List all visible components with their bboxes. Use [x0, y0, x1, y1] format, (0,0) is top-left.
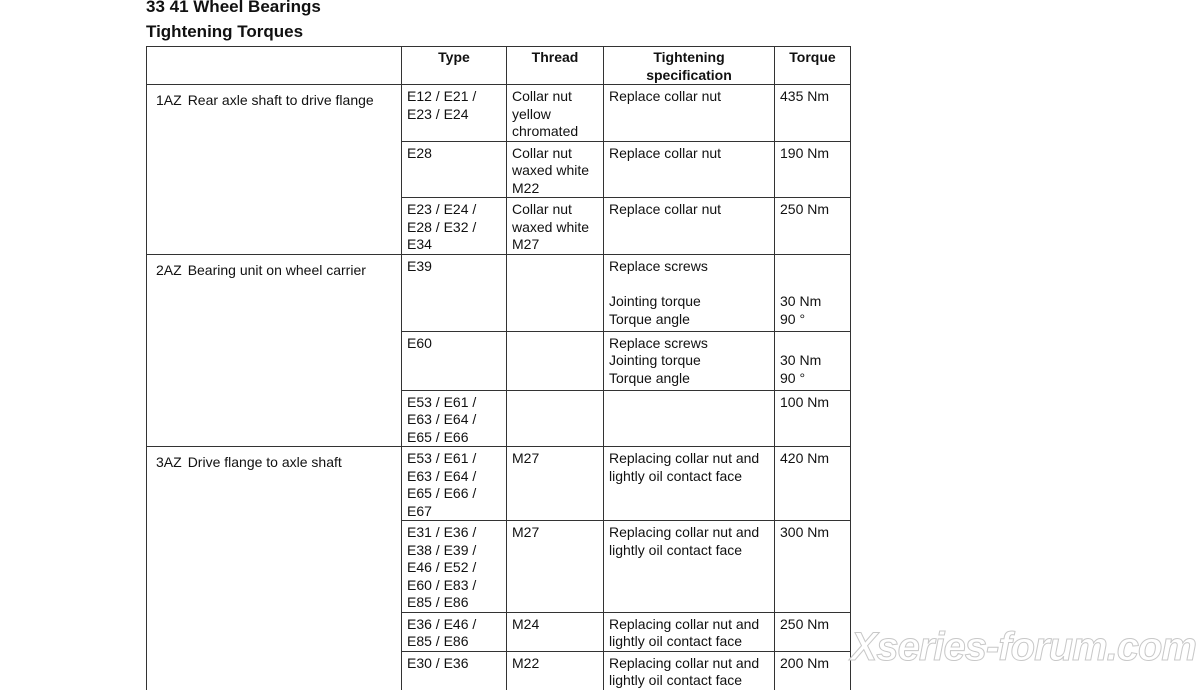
spec-cell: Replacing collar nut and lightly oil contact face: [604, 447, 775, 521]
spec-line: Torque angle: [609, 310, 690, 327]
type-cell: E53 / E61 / E63 / E64 / E65 / E66 / E67: [402, 447, 507, 521]
header-torque: Torque: [775, 47, 851, 85]
thread-cell: M24: [507, 612, 604, 651]
thread-cell: Collar nut yellow chromated: [507, 85, 604, 142]
spec-cell: Replace collar nut: [604, 85, 775, 142]
torque-cell: 200 Nm: [775, 651, 851, 690]
type-cell: E28: [402, 141, 507, 198]
thread-cell: Collar nut waxed white M22: [507, 141, 604, 198]
header-spec: Tightening specification: [604, 47, 775, 85]
watermark-logo: Xseries-forum.com: [850, 625, 1196, 669]
spec-cell: Replace collar nut: [604, 141, 775, 198]
thread-cell: [507, 331, 604, 390]
thread-cell: M27: [507, 447, 604, 521]
position-label: Rear axle shaft to drive flange: [187, 92, 374, 108]
position-label: Drive flange to axle shaft: [187, 454, 342, 470]
position-cell-1az: [147, 85, 402, 255]
spec-header: Replace screws: [609, 257, 708, 274]
section-title: 33 41 Wheel Bearings: [146, 0, 321, 16]
thread-cell: M22: [507, 651, 604, 690]
position-label: Bearing unit on wheel carrier: [187, 261, 366, 278]
torque-cell: 190 Nm: [775, 141, 851, 198]
spec-cell: Replacing collar nut and lightly oil contact face: [604, 651, 775, 690]
table-row: [147, 254, 851, 331]
position-cell-3az: [147, 447, 402, 690]
type-cell: E53 / E61 / E63 / E64 / E65 / E66: [402, 390, 507, 447]
spec-line: Jointing torque: [609, 352, 701, 368]
torque-cell: 435 Nm: [775, 85, 851, 142]
thread-cell: M27: [507, 521, 604, 613]
type-cell: E31 / E36 / E38 / E39 / E46 / E52 / E60 / E83 / E85 / E86: [402, 521, 507, 613]
type-cell: E36 / E46 / E85 / E86: [402, 612, 507, 651]
table-row: [147, 447, 851, 521]
table-row: [147, 85, 851, 142]
position-cell-2az: [147, 254, 402, 447]
header-type: Type: [402, 47, 507, 85]
type-cell: E60: [402, 331, 507, 390]
spec-cell: [604, 390, 775, 447]
torque-line: 90 °: [780, 310, 806, 327]
torque-line: 30 Nm: [780, 352, 822, 368]
position-code: 3AZ: [156, 454, 182, 470]
table-header-row: [147, 47, 851, 85]
torque-cell: 250 Nm: [775, 198, 851, 255]
position-code: 1AZ: [156, 92, 182, 108]
torque-cell: 100 Nm: [775, 390, 851, 447]
thread-cell: [507, 254, 604, 331]
spec-cell: Replace collar nut: [604, 198, 775, 255]
spec-cell: Replacing collar nut and lightly oil contact face: [604, 521, 775, 613]
spec-gap: [609, 275, 769, 293]
torque-line: 90 °: [780, 369, 806, 386]
torque-line: 30 Nm: [780, 293, 822, 309]
thread-cell: Collar nut waxed white M27: [507, 198, 604, 255]
thread-cell: [507, 390, 604, 447]
torque-cell: [775, 254, 851, 331]
torque-cell: 250 Nm: [775, 612, 851, 651]
header-thread: Thread: [507, 47, 604, 85]
torque-cell: 420 Nm: [775, 447, 851, 521]
tightening-torques-table: [146, 46, 851, 690]
spec-cell: Replacing collar nut and lightly oil contact face: [604, 612, 775, 651]
spec-header: Replace screws: [609, 334, 708, 351]
type-cell: E23 / E24 / E28 / E32 / E34: [402, 198, 507, 255]
table-subtitle: Tightening Torques: [146, 22, 304, 41]
type-cell: E12 / E21 / E23 / E24: [402, 85, 507, 142]
torque-cell: [775, 331, 851, 390]
type-cell: E30 / E36: [402, 651, 507, 690]
header-position: [147, 47, 402, 85]
position-code: 2AZ: [156, 261, 182, 278]
spec-line: Torque angle: [609, 369, 690, 386]
spec-cell: [604, 254, 775, 331]
spec-line: Jointing torque: [609, 293, 701, 309]
spec-cell: [604, 331, 775, 390]
torque-cell: 300 Nm: [775, 521, 851, 613]
type-cell: E39: [402, 254, 507, 331]
